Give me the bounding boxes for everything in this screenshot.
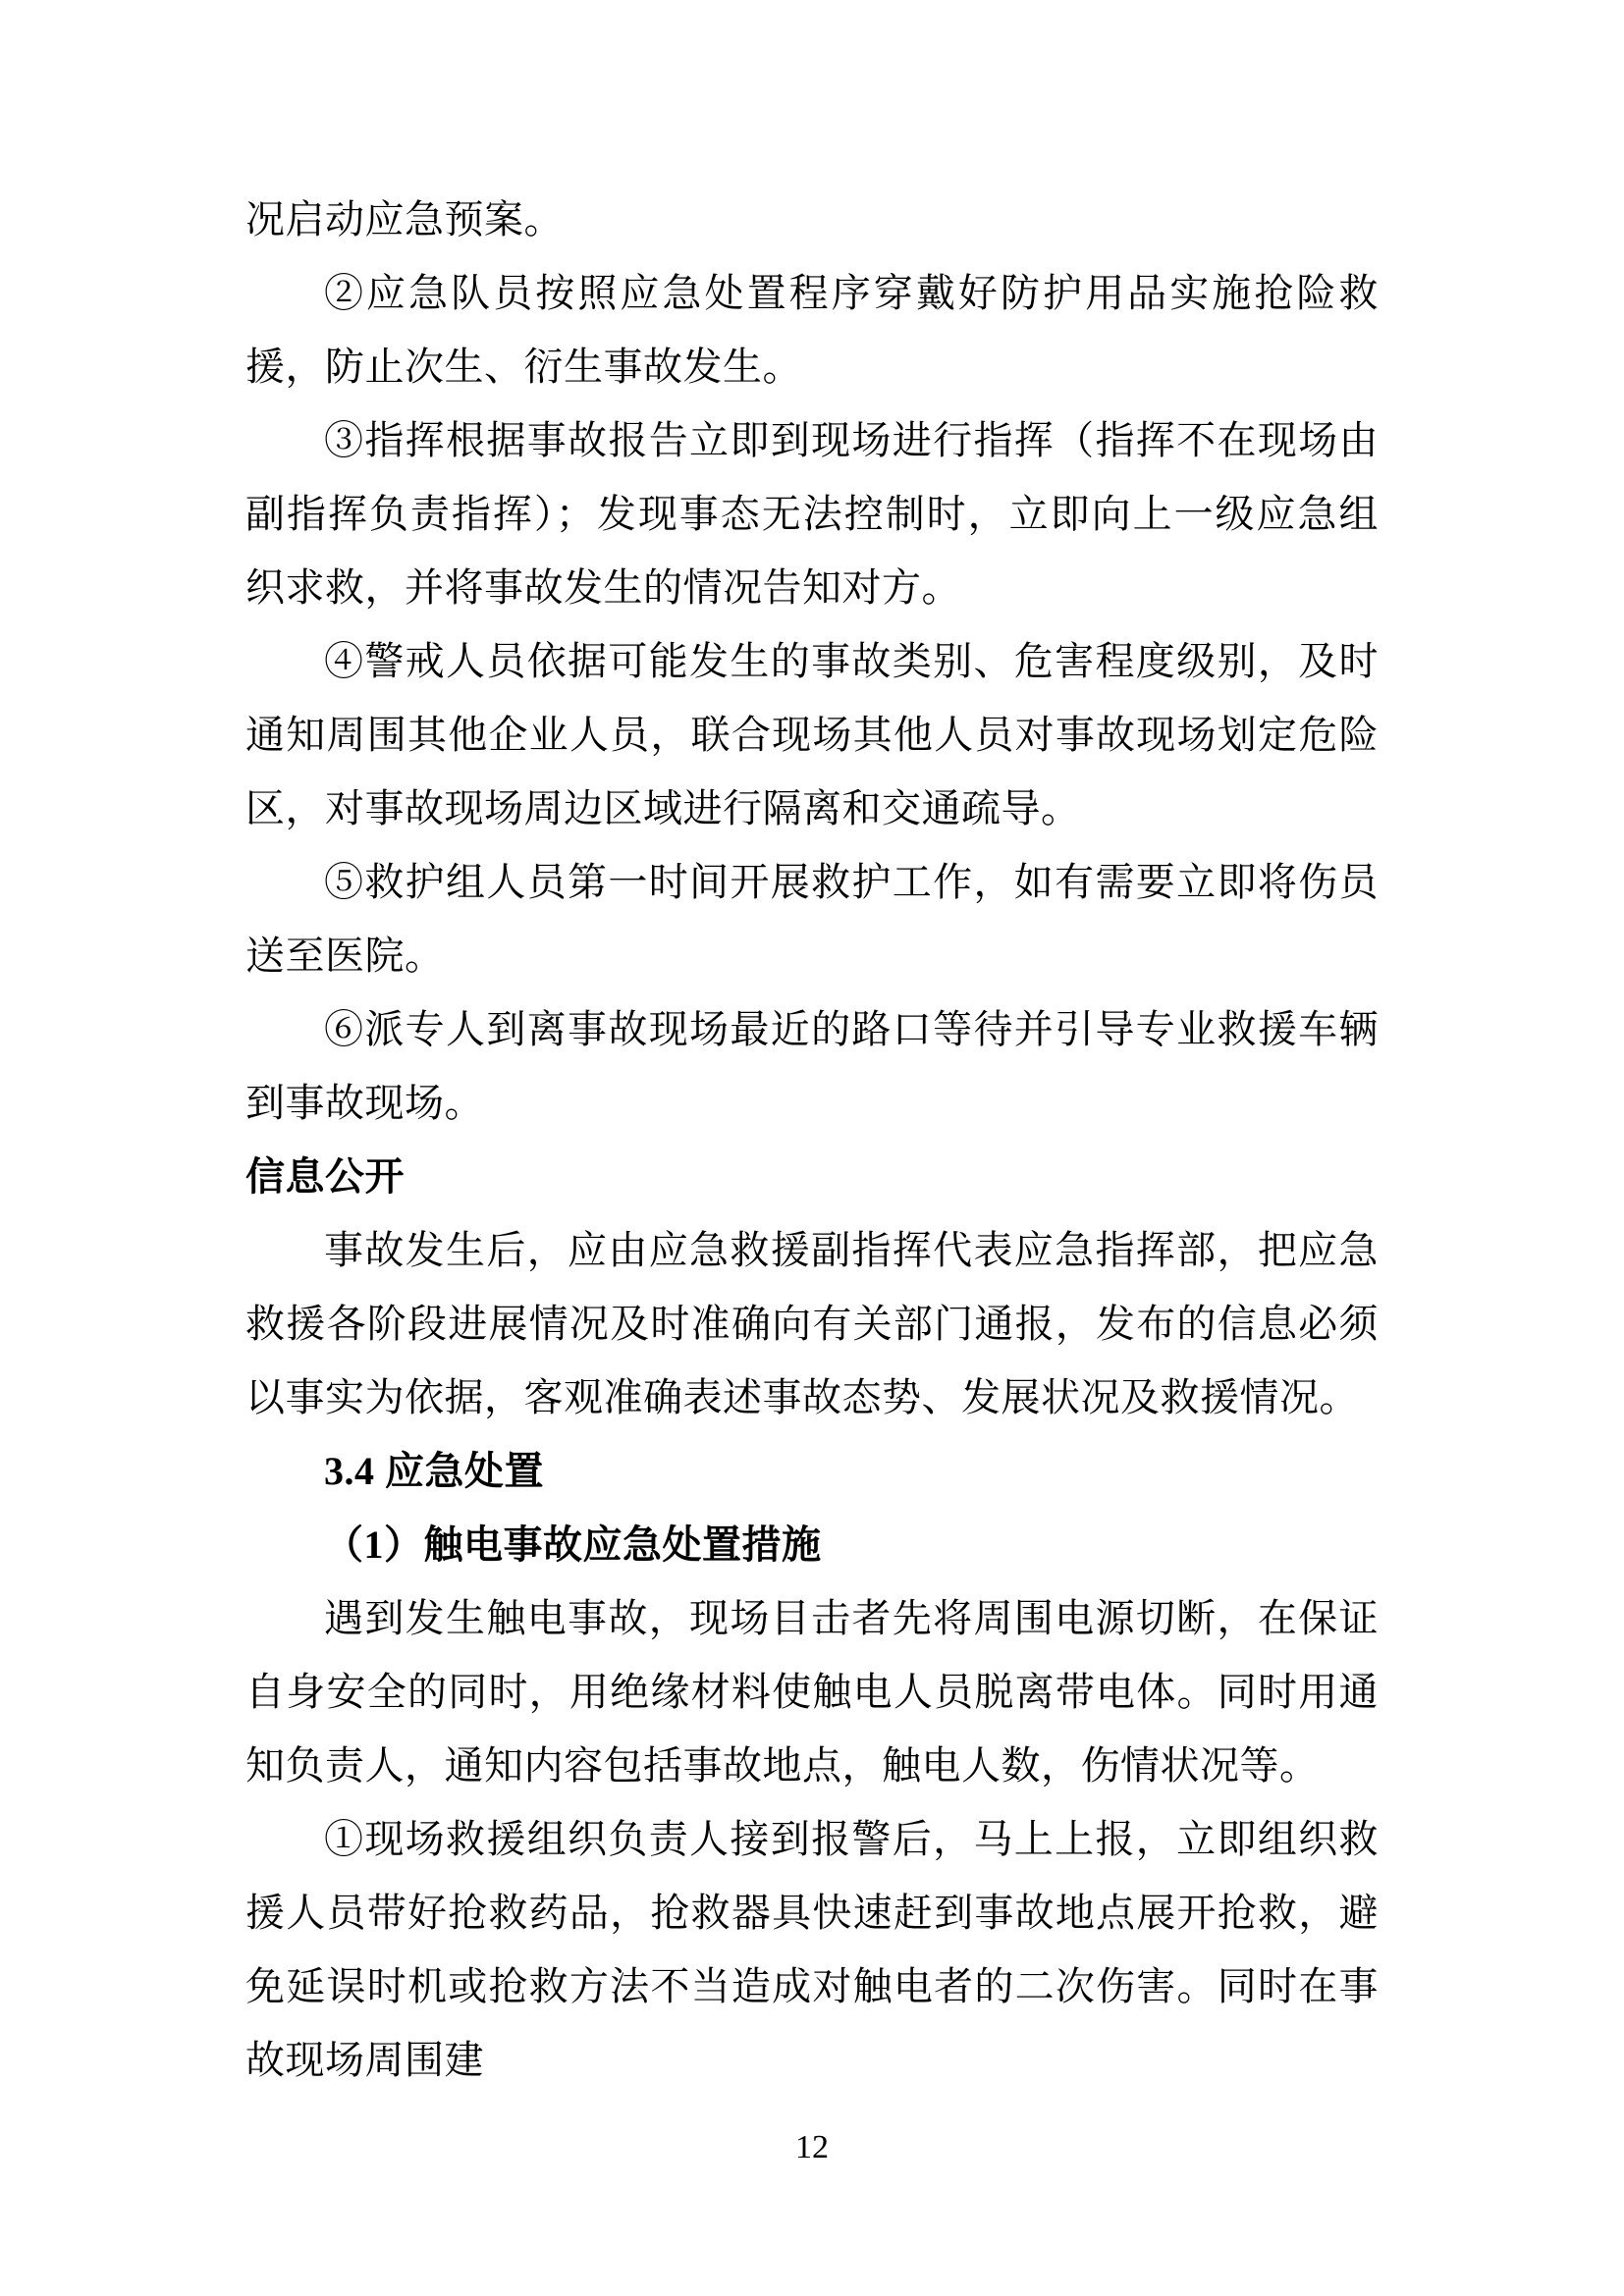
paragraph-step-5: ⑤救护组人员第一时间开展救护工作，如有需要立即将伤员送至医院。 xyxy=(245,860,1379,978)
paragraph-step-2: ②应急队员按照应急处置程序穿戴好防护用品实施抢险救援，防止次生、衍生事故发生。 xyxy=(245,271,1379,389)
heading-section-3-4: 3.4 应急处置 xyxy=(324,1449,544,1493)
paragraph-step-3: ③指挥根据事故报告立即到现场进行指挥（指挥不在现场由副指挥负责指挥）；发现事态无法控制时，立即向上一级应急组织求救，并将事故发生的情况告知对方。 xyxy=(245,418,1379,610)
paragraph-rescue-step-1: ①现场救援组织负责人接到报警后，马上上报，立即组织救援人员带好抢救药品，抢救器具快速赶到事故地点展开抢救，避免延误时机或抢救方法不当造成对触电者的二次伤害。同时在事故现场周围建 xyxy=(245,1817,1379,2082)
document-body xyxy=(245,183,1379,2097)
page-number: 12 xyxy=(795,2129,829,2165)
paragraph-electric-shock-intro: 遇到发生触电事故，现场目击者先将周围电源切断，在保证自身安全的同时，用绝缘材料使触电人员脱离带电体。同时用通知负责人，通知内容包括事故地点，触电人数，伤情状况等。 xyxy=(245,1596,1379,1788)
paragraph-information-disclosure: 事故发生后，应由应急救援副指挥代表应急指挥部，把应急救援各阶段进展情况及时准确向有关部门通报，发布的信息必须以事实为依据，客观准确表述事故态势、发展状况及救援情况。 xyxy=(245,1228,1379,1419)
paragraph-step-4: ④警戒人员依据可能发生的事故类别、危害程度级别，及时通知周围其他企业人员，联合现场其他人员对事故现场划定危险区，对事故现场周边区域进行隔离和交通疏导。 xyxy=(245,639,1379,830)
heading-electric-shock-measures: （1）触电事故应急处置措施 xyxy=(324,1522,822,1567)
paragraph-step-6: ⑥派专人到离事故现场最近的路口等待并引导专业救援车辆到事故现场。 xyxy=(245,1007,1379,1125)
heading-information-disclosure: 信息公开 xyxy=(245,1154,405,1199)
paragraph-continuation: 况启动应急预案。 xyxy=(245,197,564,241)
